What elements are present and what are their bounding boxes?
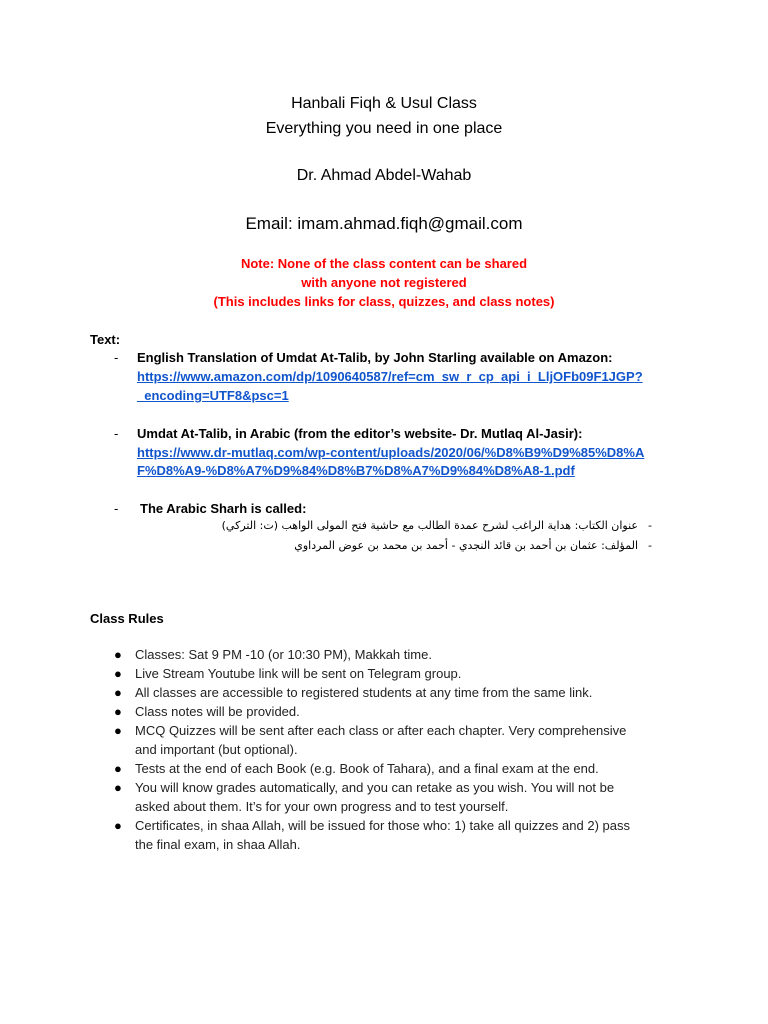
bullet: ● xyxy=(114,647,122,662)
rule-item: Certificates, in shaa Allah, will be issued for those who: 1) take all quizzes and 2) pass xyxy=(135,818,630,833)
bullet: ● xyxy=(114,780,122,795)
bullet: ● xyxy=(114,723,122,738)
amazon-link-line-2[interactable]: _encoding=UTF8&psc=1 xyxy=(137,388,289,403)
class-rules-heading: Class Rules xyxy=(90,611,164,626)
bullet: ● xyxy=(114,704,122,719)
rule-item: You will know grades automatically, and you can retake as you wish. You will not be xyxy=(135,780,615,795)
rule-item-continued: and important (but optional). xyxy=(135,742,298,757)
note-line-1: Note: None of the class content can be shared xyxy=(240,256,528,271)
author-name: Dr. Ahmad Abdel-Wahab xyxy=(296,167,472,184)
contact-email: Email: imam.ahmad.fiqh@gmail.com xyxy=(245,214,523,233)
rule-item: Class notes will be provided. xyxy=(135,704,300,719)
document-subtitle: Everything you need in one place xyxy=(265,120,503,137)
document-title: Hanbali Fiqh & Usul Class xyxy=(291,95,477,112)
arabic-sharh-author: المؤلف: عثمان بن أحمد بن قائد النجدي - أحمد بن محمد بن عوض المرداوي xyxy=(294,539,638,552)
rule-item: Tests at the end of each Book (e.g. Book of Tahara), and a final exam at the end. xyxy=(135,761,599,776)
text-item-title: The Arabic Sharh is called: xyxy=(140,501,307,516)
note-line-2: with anyone not registered xyxy=(301,275,467,290)
text-item-title: English Translation of Umdat At-Talib, by John Starling available on Amazon: xyxy=(137,350,613,365)
arabic-pdf-link-line-2[interactable]: F%D8%A9-%D8%A7%D9%84%D8%B7%D8%A7%D9%84%D8%A8-1.pdf xyxy=(137,463,575,478)
rule-item: Live Stream Youtube link will be sent on Telegram group. xyxy=(135,666,462,681)
list-dash: - xyxy=(114,426,119,441)
rule-item-continued: asked about them. It’s for your own progress and to test yourself. xyxy=(135,799,509,814)
bullet: ● xyxy=(114,685,122,700)
arabic-dash: - xyxy=(648,519,652,532)
rule-item: Classes: Sat 9 PM -10 (or 10:30 PM), Makkah time. xyxy=(135,647,432,662)
arabic-sharh-title: عنوان الكتاب: هداية الراغب لشرح عمدة الطالب مع حاشية فتح المولى الواهب (ت: التركي) xyxy=(221,519,638,532)
text-section-label: Text: xyxy=(90,332,121,347)
list-dash: - xyxy=(114,501,119,516)
arabic-dash: - xyxy=(648,539,652,552)
rule-item: All classes are accessible to registered students at any time from the same link. xyxy=(135,685,593,700)
bullet: ● xyxy=(114,761,122,776)
amazon-link-line-1[interactable]: https://www.amazon.com/dp/1090640587/ref=cm_sw_r_cp_api_i_LljOFb09F1JGP? xyxy=(137,369,643,384)
rule-item: MCQ Quizzes will be sent after each class or after each chapter. Very comprehensive xyxy=(135,723,627,738)
arabic-pdf-link-line-1[interactable]: https://www.dr-mutlaq.com/wp-content/uploads/2020/06/%D8%B9%D9%85%D8%A xyxy=(137,445,645,460)
note-line-3: (This includes links for class, quizzes, and class notes) xyxy=(213,294,555,309)
list-dash: - xyxy=(114,350,119,365)
bullet: ● xyxy=(114,818,122,833)
rule-item-continued: the final exam, in shaa Allah. xyxy=(135,837,301,852)
bullet: ● xyxy=(114,666,122,681)
text-item-title: Umdat At-Talib, in Arabic (from the editor’s website- Dr. Mutlaq Al-Jasir): xyxy=(137,426,583,441)
